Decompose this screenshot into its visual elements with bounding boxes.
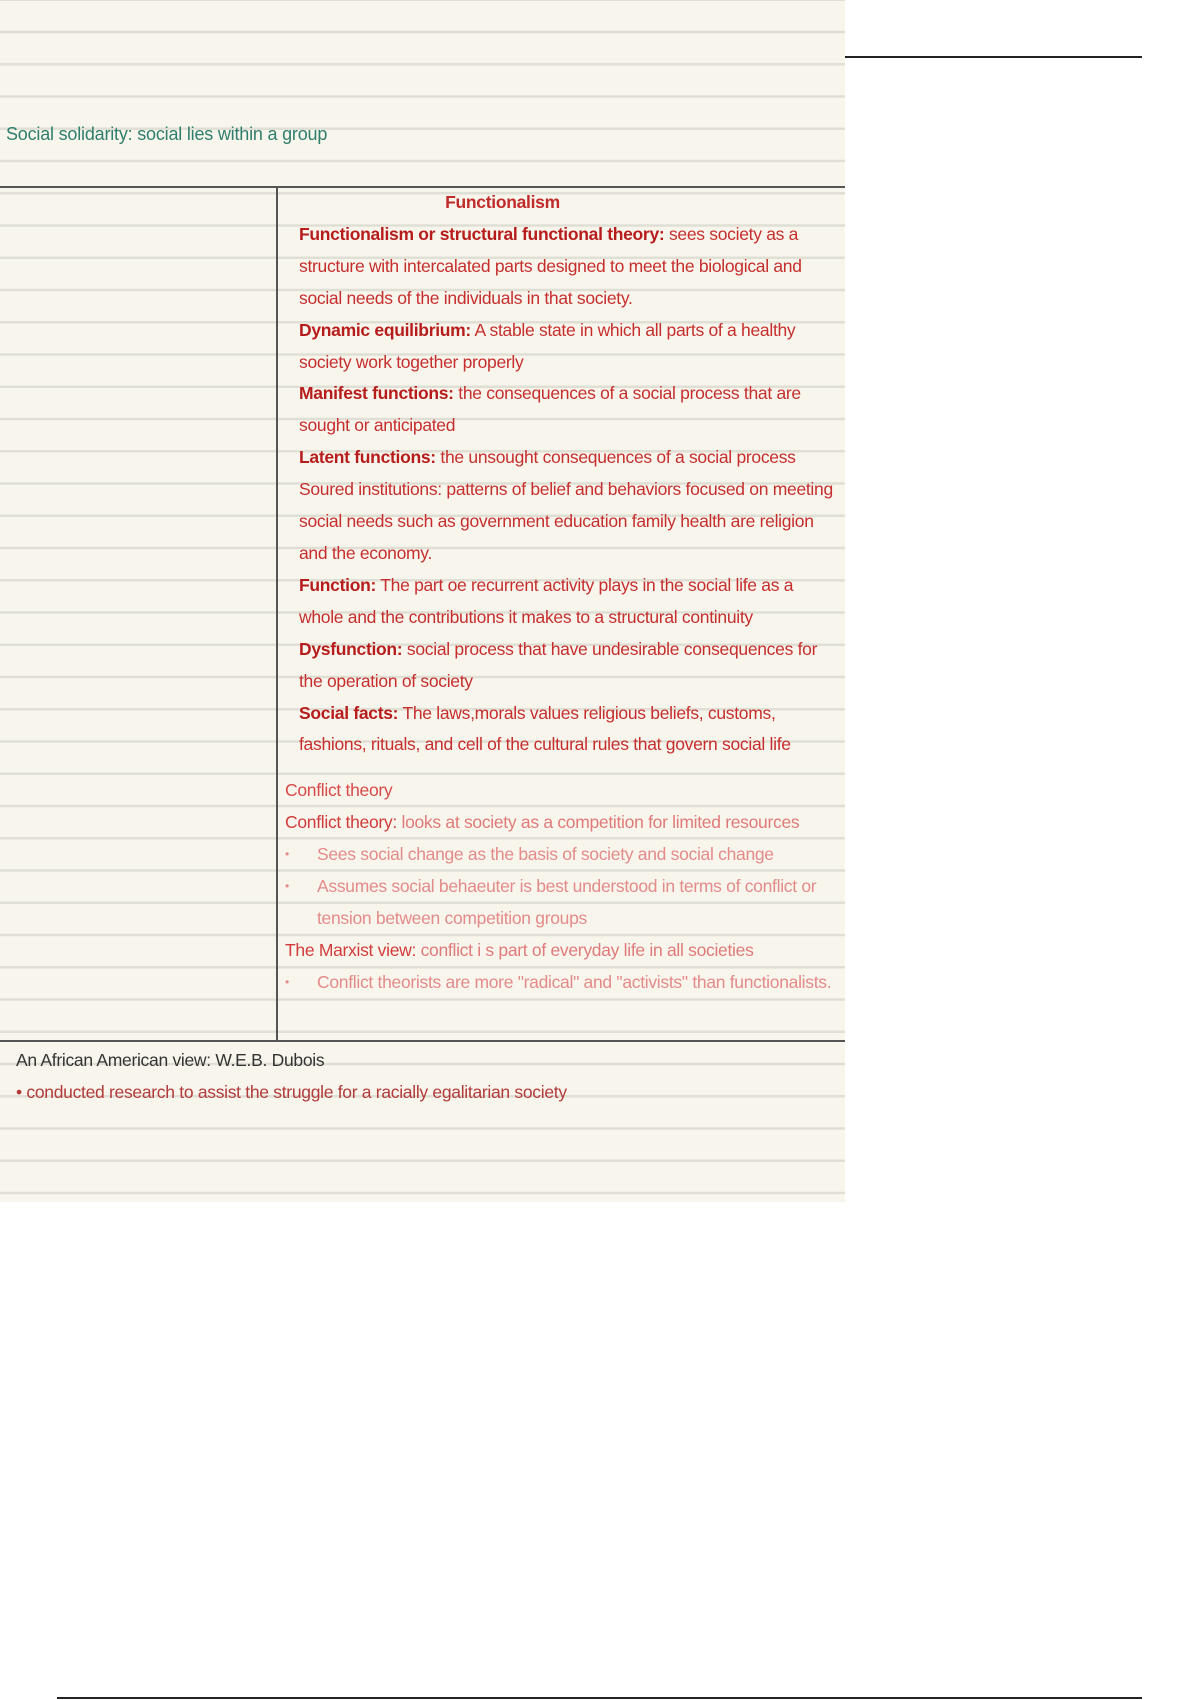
definition-term: Dynamic equilibrium: — [299, 319, 471, 340]
definition-term: Social facts: — [299, 702, 399, 723]
definition-manifest-functions — [285, 378, 840, 442]
cornell-bottom-line — [0, 1040, 845, 1042]
notes-column — [285, 187, 840, 999]
social-solidarity-note: Social solidarity: social lies within a group — [6, 124, 328, 144]
conflict-theory-title: Conflict theory — [285, 780, 393, 801]
definition-functionalism — [285, 219, 840, 315]
definition-dynamic-equilibrium — [285, 315, 840, 379]
definition-conflict-theory — [285, 807, 840, 839]
definition-term: Manifest functions: — [299, 383, 454, 404]
definition-text: The laws,morals values religious beliefs, customs, fashions, rituals, and cell of the cultural rules that govern social life — [299, 702, 791, 755]
african-american-view-heading: An African American view: W.E.B. Dubois — [16, 1050, 325, 1070]
definition-term: Function: — [299, 574, 376, 595]
definition-social-facts — [285, 698, 840, 762]
definition-text: The part oe recurrent activity plays in the social life as a whole and the contributions it makes to a structural continuity — [299, 574, 794, 627]
definition-text: social process that have undesirable consequences for the operation of society — [299, 638, 818, 691]
definition-term: Conflict theory: — [285, 812, 397, 833]
functionalism-title: Functionalism — [445, 192, 560, 212]
definition-text: Soured institutions: patterns of belief and behaviors focused on meeting social needs such as government education family health are religion and the economy. — [299, 479, 833, 563]
definition-dysfunction — [285, 634, 840, 698]
summary-section — [16, 1044, 836, 1108]
definition-term: The Marxist view: — [285, 939, 417, 960]
top-rule-line — [845, 56, 1142, 58]
african-american-view-point: • conducted research to assist the struggle for a racially egalitarian society — [16, 1082, 567, 1102]
definition-text: sees society as a structure with intercalated parts designed to meet the biological and social needs of the individuals in that society. — [299, 223, 802, 308]
definition-latent-functions — [285, 442, 840, 474]
list-item: • Conflict theorists are more "radical" and "activists" than functionalists. — [285, 967, 840, 999]
list-item: • Sees social change as the basis of society and social change — [285, 839, 840, 871]
definition-term: Functionalism or structural functional theory: — [299, 223, 665, 244]
bottom-rule-line — [57, 1697, 1142, 1699]
notebook-page — [0, 0, 845, 1202]
definition-function — [285, 570, 840, 634]
cornell-cue-column-divider — [276, 186, 278, 1040]
definition-text: looks at society as a competition for limited resources — [396, 812, 800, 833]
definition-term: Dysfunction: — [299, 638, 403, 659]
definition-text: A stable state in which all parts of a healthy society work together properly — [299, 319, 796, 372]
list-item: • Assumes social behaeuter is best understood in terms of conflict or tension between competition groups — [285, 871, 840, 935]
definition-term: Latent functions: — [299, 447, 436, 468]
definition-text: conflict i s part of everyday life in all societies — [416, 939, 754, 960]
definition-text: the unsought consequences of a social process — [435, 447, 796, 468]
definition-marxist-view — [285, 935, 840, 967]
definition-social-institutions — [285, 474, 840, 570]
definition-text: the consequences of a social process that are sought or anticipated — [299, 383, 801, 436]
